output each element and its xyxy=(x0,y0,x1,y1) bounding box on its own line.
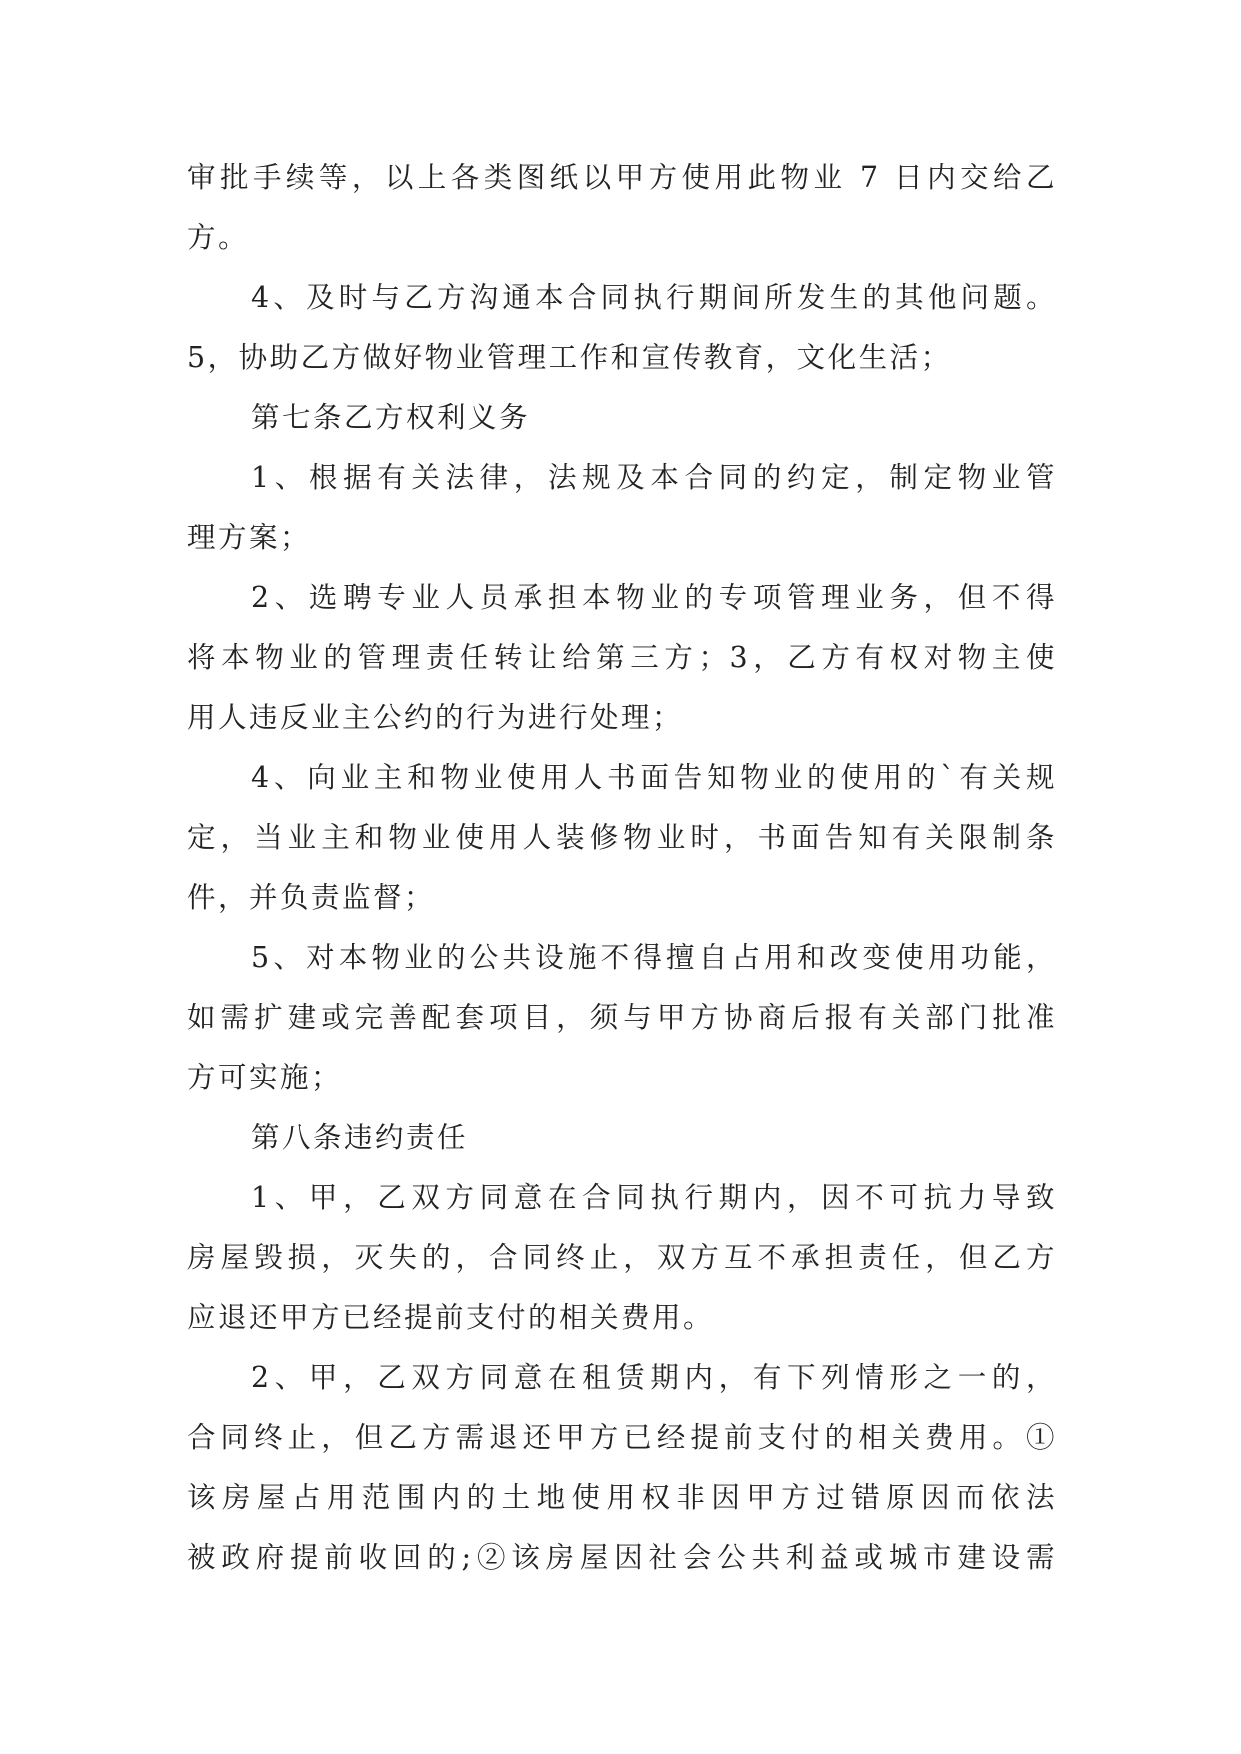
text-line: 如需扩建或完善配套项目，须与甲方协商后报有关部门批准 xyxy=(187,1001,1057,1034)
section-heading: 第八条违约责任 xyxy=(251,1121,469,1154)
text-line: 5、对本物业的公共设施不得擅自占用和改变使用功能， xyxy=(251,941,1057,974)
text-line: 定，当业主和物业使用人装修物业时，书面告知有关限制条 xyxy=(187,821,1057,854)
text-line: 1、根据有关法律，法规及本合同的约定，制定物业管 xyxy=(251,461,1057,494)
text-line: 应退还甲方已经提前支付的相关费用。 xyxy=(187,1301,715,1334)
text-line: 房屋毁损，灭失的，合同终止，双方互不承担责任，但乙方 xyxy=(187,1241,1057,1274)
text-line: 审批手续等，以上各类图纸以甲方使用此物业 7 日内交给乙 xyxy=(187,161,1057,194)
text-line: 2、选聘专业人员承担本物业的专项管理业务，但不得 xyxy=(251,581,1057,614)
text-line: 件，并负责监督； xyxy=(187,881,436,914)
text-line: 合同终止，但乙方需退还甲方已经提前支付的相关费用。① xyxy=(187,1421,1057,1454)
text-line: 用人违反业主公约的行为进行处理； xyxy=(187,701,684,734)
text-line: 5，协助乙方做好物业管理工作和宣传教育，文化生活； xyxy=(187,341,952,374)
text-line: 4、向业主和物业使用人书面告知物业的使用的`有关规 xyxy=(251,761,1057,794)
text-line: 该房屋占用范围内的土地使用权非因甲方过错原因而依法 xyxy=(187,1481,1057,1514)
text-line: 方可实施； xyxy=(187,1061,343,1094)
text-line: 4、及时与乙方沟通本合同执行期间所发生的其他问题。 xyxy=(251,281,1057,314)
text-line: 被政府提前收回的;②该房屋因社会公共利益或城市建设需 xyxy=(187,1541,1057,1574)
text-line: 2、甲，乙双方同意在租赁期内，有下列情形之一的， xyxy=(251,1361,1057,1394)
text-line: 1、甲，乙双方同意在合同执行期内，因不可抗力导致 xyxy=(251,1181,1057,1214)
document-body xyxy=(187,148,1057,1588)
text-line: 将本物业的管理责任转让给第三方；3，乙方有权对物主使 xyxy=(187,641,1057,674)
text-line: 理方案； xyxy=(187,521,312,554)
text-line: 方。 xyxy=(187,221,250,254)
section-heading: 第七条乙方权利义务 xyxy=(251,401,531,434)
